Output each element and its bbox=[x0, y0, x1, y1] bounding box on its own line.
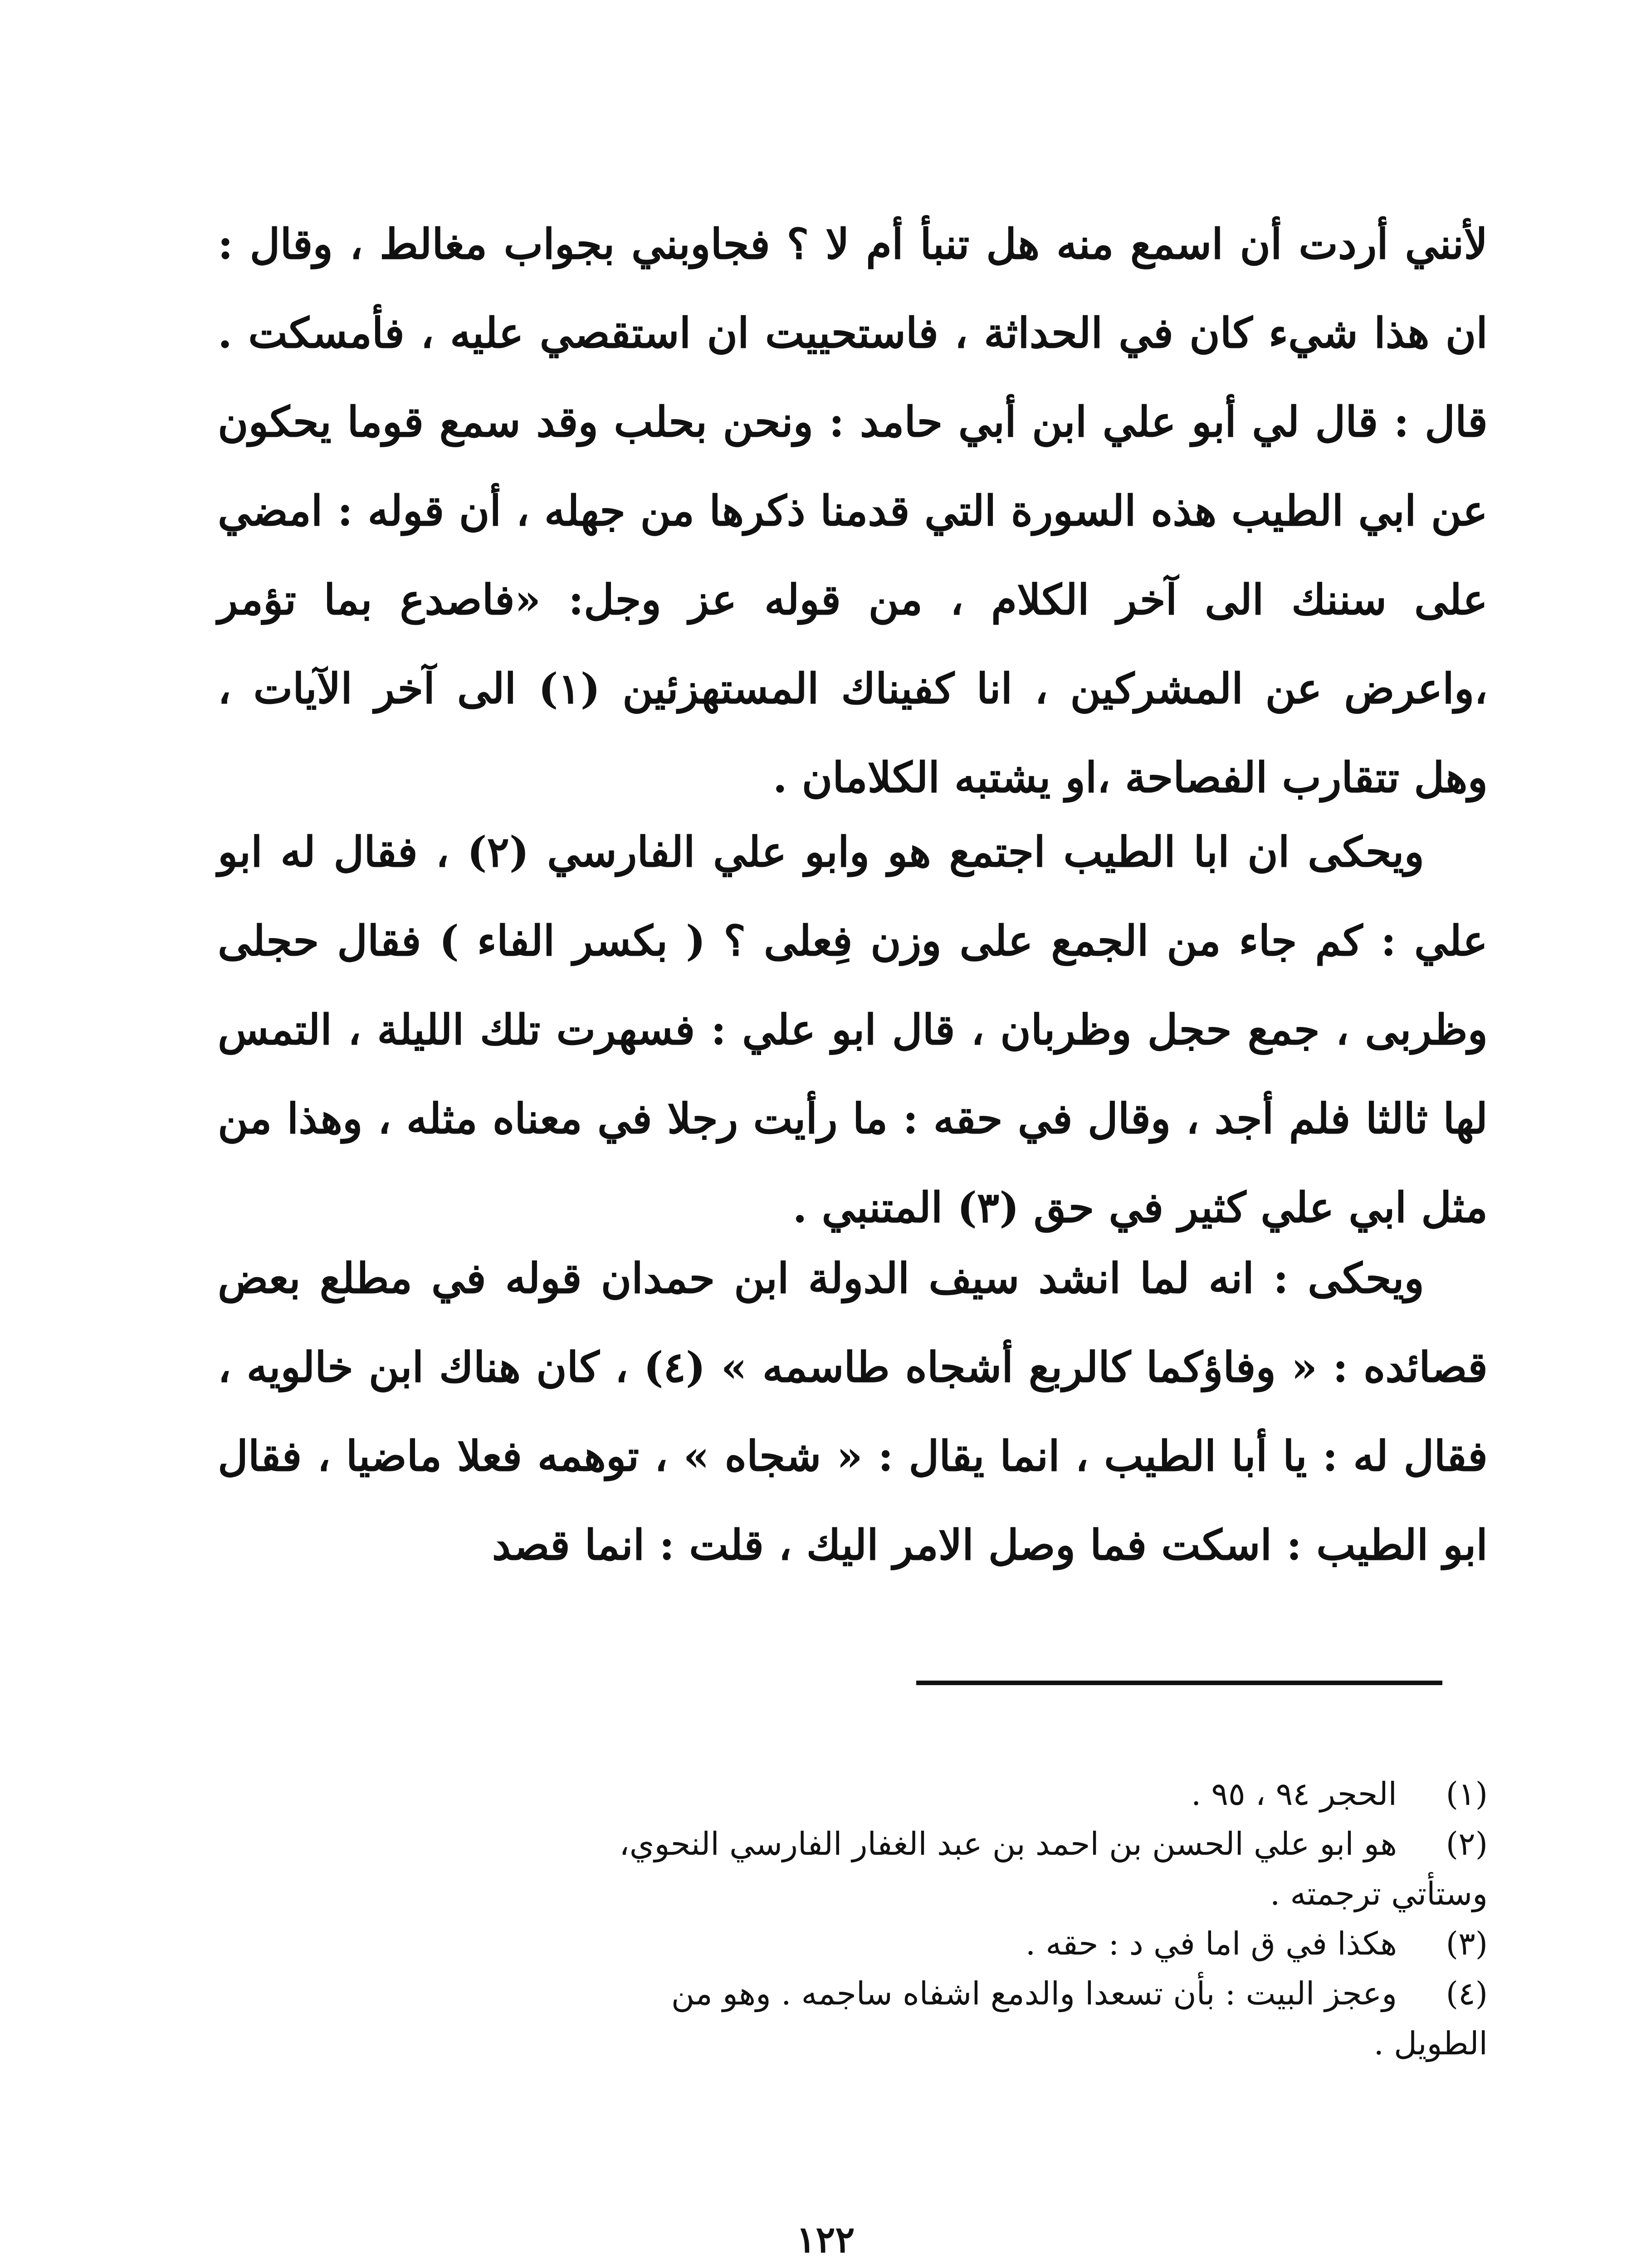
footnote-2 bbox=[218, 1819, 1488, 1919]
body-paragraph-1 bbox=[218, 200, 1488, 822]
body-paragraph-3 bbox=[218, 1234, 1488, 1589]
footnote-number: (٣) bbox=[1446, 1925, 1488, 1962]
footnote-4 bbox=[218, 1969, 1488, 2068]
footnote-text: هكذا في ق اما في د : حقه . bbox=[1025, 1925, 1397, 1962]
footnote-1 bbox=[218, 1769, 1488, 1819]
footnote-continuation: الطويل . bbox=[1373, 2025, 1488, 2062]
footnote-number: (١) bbox=[1446, 1775, 1488, 1813]
paragraph-text: ويحكى ان ابا الطيب اجتمع هو وابو علي الفارسي (٢) ، فقال له ابو علي : كم جاء من الجمع على وزن فِعلى ؟ ( بكسر الفاء ) فقال حجلى وظربى ، جمع حجل وظربان ، قال ابو علي : فسهرت تلك الليلة ، التمس لها ثالثا فلم أجد ، وقال في حقه : ما رأيت رجلا في معناه مثله ، وهذا من مثل ابي علي كثير في حق (٣) المتنبي . bbox=[218, 827, 1488, 1232]
footnote-continuation: وستأتي ترجمته . bbox=[1270, 1875, 1488, 1912]
footnote-text: وعجز البيت : بأن تسعدا والدمع اشفاه ساجمه . وهو من bbox=[671, 1975, 1397, 2012]
footnote-text: الحجر ٩٤ ، ٩٥ . bbox=[1191, 1775, 1397, 1813]
paragraph-text: لأنني أردت أن اسمع منه هل تنبأ أم لا ؟ فجاوبني بجواب مغالط ، وقال : ان هذا شيء كان في الحداثة ، فاستحييت ان استقصي عليه ، فأمسكت . قال : قال لي أبو علي ابن أبي حامد : ونحن بحلب وقد سمع قوما يحكون عن ابي الطيب هذه السورة التي قدمنا ذكرها من جهله ، أن قوله : امضي على سننك الى آخر الكلام ، من قوله عز وجل: «فاصدع بما تؤمر ،واعرض عن المشركين ، انا كفيناك المستهزئين (١) الى آخر الآيات ، وهل تتقارب الفصاحة ،او يشتبه الكلامان . bbox=[218, 220, 1488, 802]
page-number: ١٢٢ bbox=[796, 2218, 855, 2261]
paragraph-text: ويحكى : انه لما انشد سيف الدولة ابن حمدان قوله في مطلع بعض قصائده : « وفاؤكما كالربع أشجاه طاسمه » (٤) ، كان هناك ابن خالويه ، فقال له : يا أبا الطيب ، انما يقال : « شجاه » ، توهمه فعلا ماضيا ، فقال ابو الطيب : اسكت فما وصل الامر اليك ، قلت : انما قصد bbox=[218, 1254, 1488, 1569]
footnote-3 bbox=[218, 1919, 1488, 1969]
footnote-number: (٢) bbox=[1446, 1825, 1488, 1862]
footnote-number: (٤) bbox=[1446, 1975, 1488, 2012]
footnote-text: هو ابو علي الحسن بن احمد بن عبد الغفار الفارسي النحوي، bbox=[619, 1825, 1397, 1862]
footnote-divider bbox=[916, 1681, 1442, 1685]
body-paragraph-2 bbox=[218, 807, 1488, 1252]
footnotes bbox=[218, 1769, 1488, 2068]
